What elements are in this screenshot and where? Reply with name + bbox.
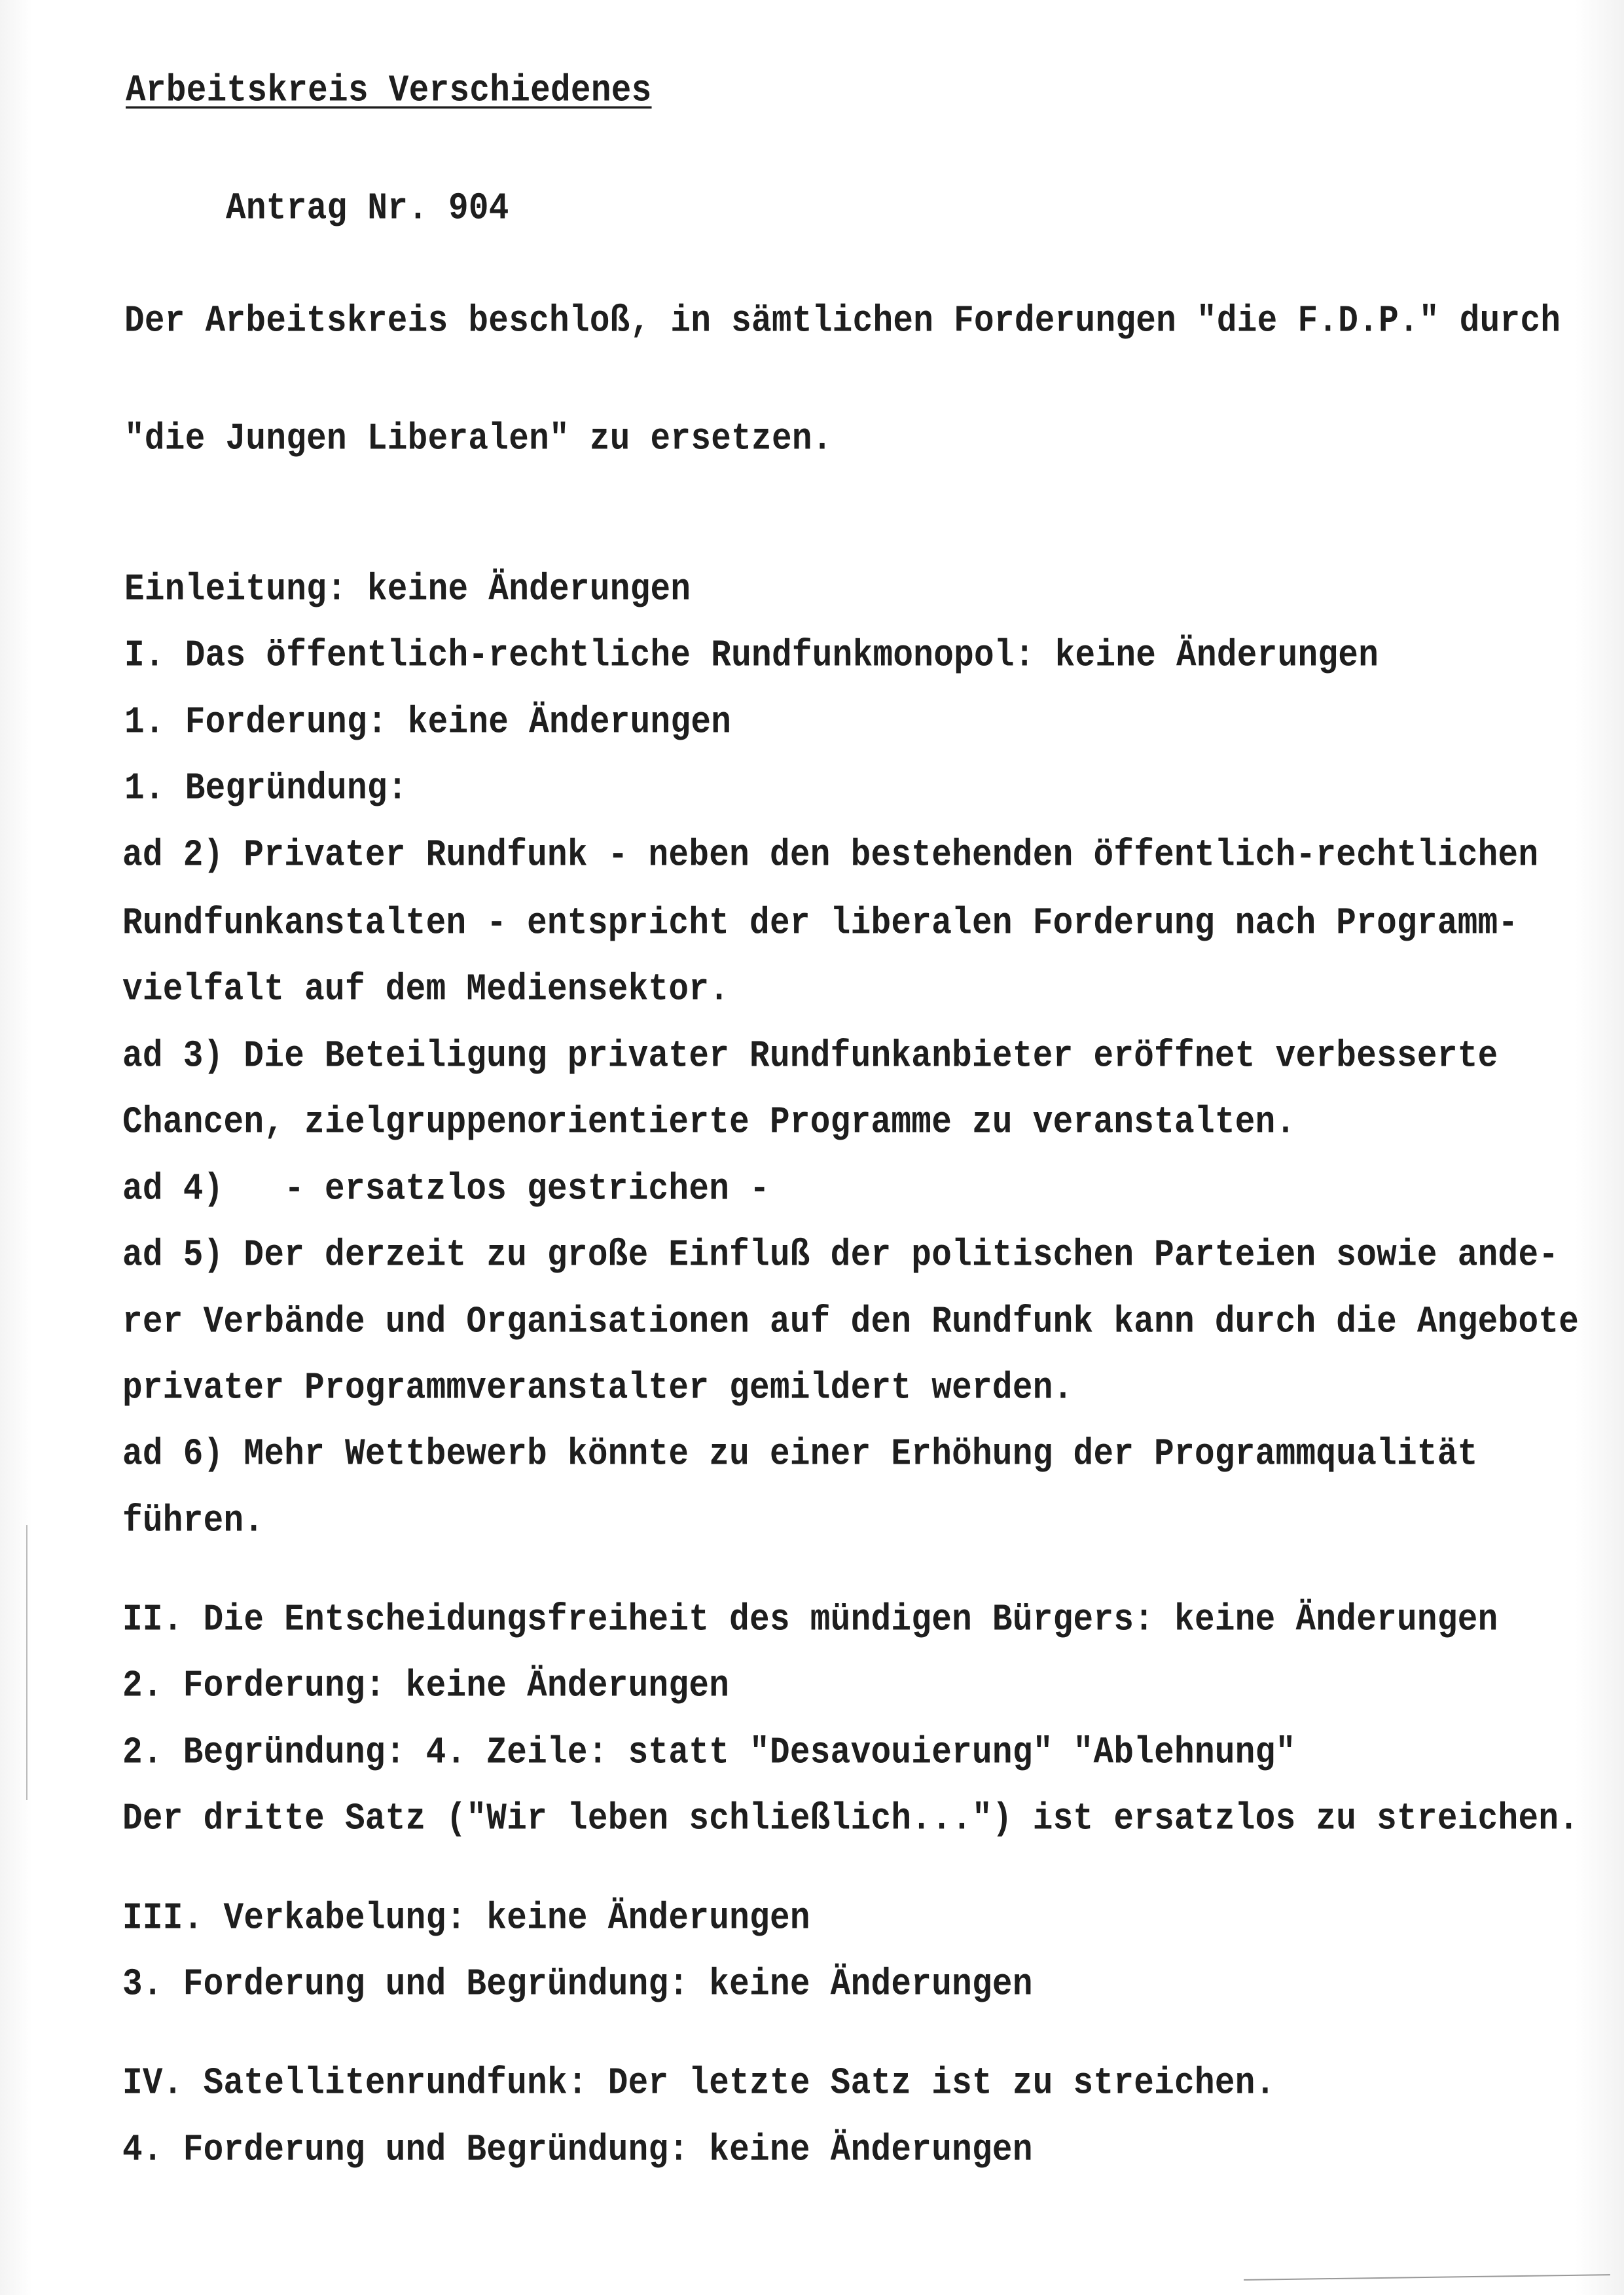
text-line: 1. Forderung: keine Änderungen [124, 702, 732, 744]
text-line: 4. Forderung und Begründung: keine Änderungen [122, 2129, 1033, 2172]
text-line: Einleitung: keine Änderungen [124, 569, 691, 611]
section-heading: I. Das öffentlich-rechtliche Rundfunkmonopol: keine Änderungen [124, 635, 1379, 678]
text-line: 2. Forderung: keine Änderungen [122, 1665, 730, 1708]
text-line: privater Programmveranstalter gemildert werden. [122, 1367, 1074, 1410]
section-heading: III. Verkabelung: keine Änderungen [122, 1898, 810, 1940]
text-line: ad 3) Die Beteiligung privater Rundfunkanbieter eröffnet verbesserte [122, 1036, 1498, 1078]
text-line: vielfalt auf dem Mediensektor. [122, 969, 730, 1011]
text-line: 3. Forderung und Begründung: keine Änderungen [122, 1964, 1033, 2006]
text-line: ad 6) Mehr Wettbewerb könnte zu einer Erhöhung der Programmqualität [122, 1434, 1478, 1476]
page-edge-line [1244, 2274, 1610, 2281]
text-line: ad 2) Privater Rundfunk - neben den bestehenden öffentlich-rechtlichen [122, 835, 1539, 877]
section-heading: IV. Satellitenrundfunk: Der letzte Satz ist zu streichen. [122, 2063, 1276, 2105]
section-heading: II. Die Entscheidungsfreiheit des mündigen Bürgers: keine Änderungen [122, 1599, 1498, 1642]
text-line: Der Arbeitskreis beschloß, in sämtlichen Forderungen "die F.D.P." durch [124, 300, 1561, 343]
text-line: Rundfunkanstalten - entspricht der liberalen Forderung nach Programm- [122, 903, 1519, 945]
page-edge-line [26, 1525, 27, 1800]
text-line: Der dritte Satz ("Wir leben schließlich...") ist ersatzlos zu streichen. [122, 1798, 1579, 1841]
text-line: "die Jungen Liberalen" zu ersetzen. [124, 418, 833, 461]
text-line: ad 5) Der derzeit zu große Einfluß der politischen Parteien sowie ande- [122, 1235, 1559, 1277]
motion-number: Antrag Nr. 904 [226, 188, 509, 230]
document-heading: Arbeitskreis Verschiedenes [126, 70, 652, 113]
text-line: führen. [122, 1500, 264, 1543]
text-line: ad 4) - ersatzlos gestrichen - [122, 1168, 770, 1211]
text-line: 2. Begründung: 4. Zeile: statt "Desavouierung" "Ablehnung" [122, 1732, 1296, 1775]
text-line: 1. Begründung: [124, 768, 408, 810]
text-line: Chancen, zielgruppenorientierte Programme zu veranstalten. [122, 1102, 1296, 1144]
text-line: rer Verbände und Organisationen auf den Rundfunk kann durch die Angebote [122, 1301, 1579, 1344]
